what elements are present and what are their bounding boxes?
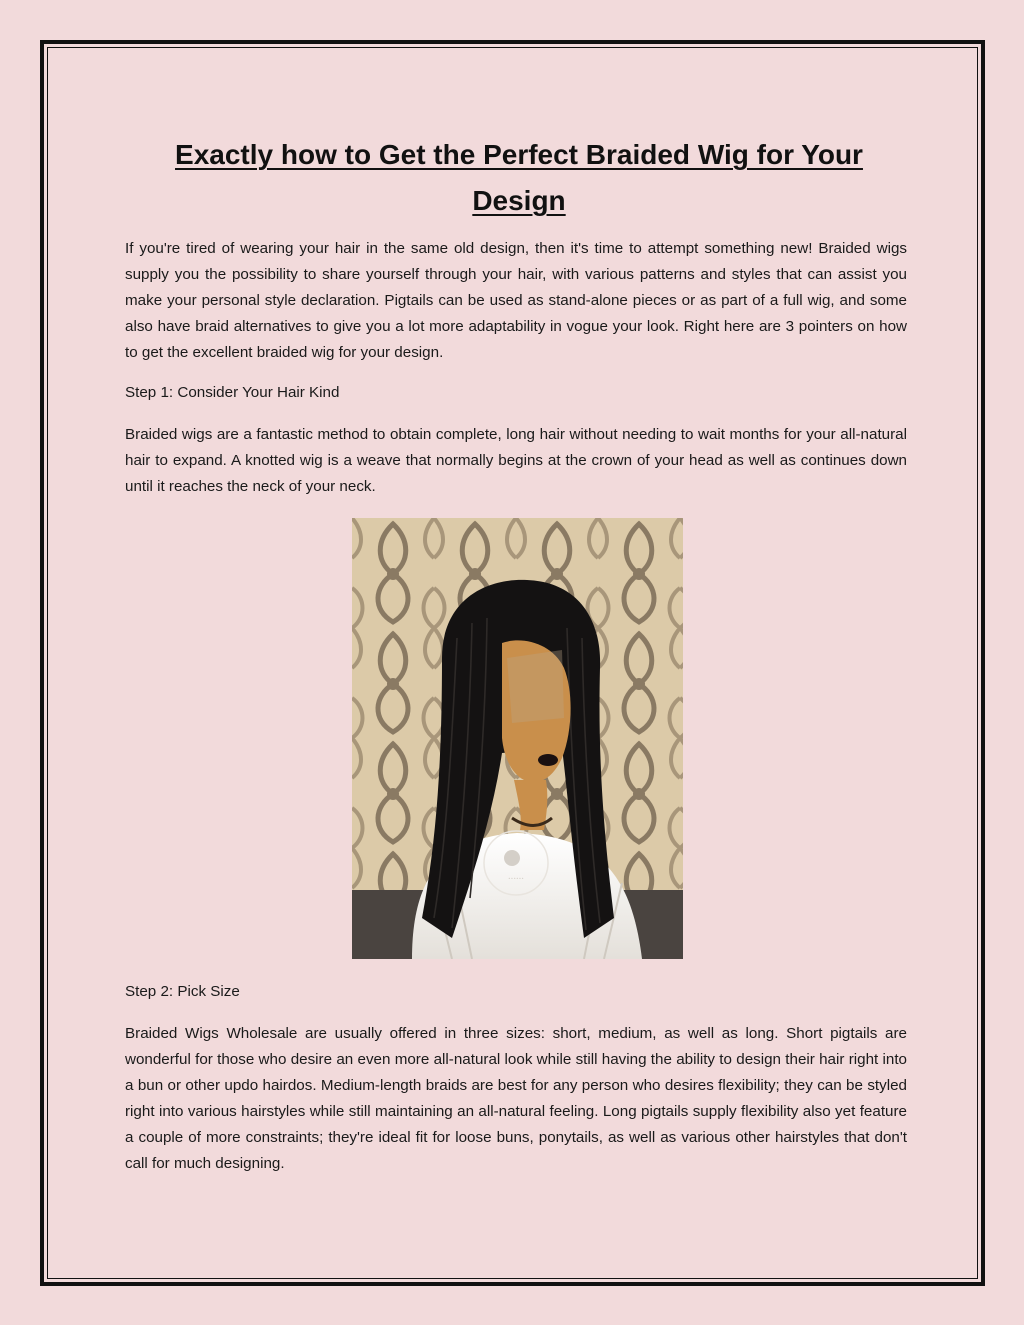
- page-title: Exactly how to Get the Perfect Braided Wig for Your Design: [175, 139, 863, 216]
- intro-paragraph: If you're tired of wearing your hair in the same old design, then it's time to attempt something new! Braided wigs supply you the possibility to share yourself through your hair, with various patterns and styles that can assist you make your personal style declaration. Pigtails can be used as stand-alone pieces or as part of a full wig, and some also have braid alternatives to give you a lot more adaptability in vogue your look. Right here are 3 pointers on how to get the excellent braided wig for your design.: [125, 240, 907, 361]
- page-border: [40, 40, 985, 1286]
- svg-text:••••••: ••••••: [508, 877, 524, 882]
- step-1-heading: Step 1: Consider Your Hair Kind: [125, 384, 340, 401]
- page-border-inner: [47, 47, 978, 1279]
- braided-wig-photo-icon: [352, 518, 683, 959]
- step-1-paragraph: Braided wigs are a fantastic method to obtain complete, long hair without needing to wait months for your all-natural hair to expand. A knotted wig is a weave that normally begins at the crown of your head as well as continues down until it reaches the neck of your neck.: [125, 426, 907, 495]
- braided-wig-photo: [352, 518, 683, 959]
- step-2-paragraph: Braided Wigs Wholesale are usually offered in three sizes: short, medium, as well as long. Short pigtails are wonderful for those who desire an even more all-natural look while still having the ability to design their hair right into a bun or other updo hairdos. Medium-length braids are best for any person who desires flexibility; they can be styled right into various hairstyles while still maintaining an all-natural feeling. Long pigtails supply flexibility also yet feature a couple of more constraints; they're ideal fit for loose buns, ponytails, as well as various other hairstyles that don't call for much designing.: [125, 1025, 907, 1172]
- step-2-heading: Step 2: Pick Size: [125, 983, 240, 1000]
